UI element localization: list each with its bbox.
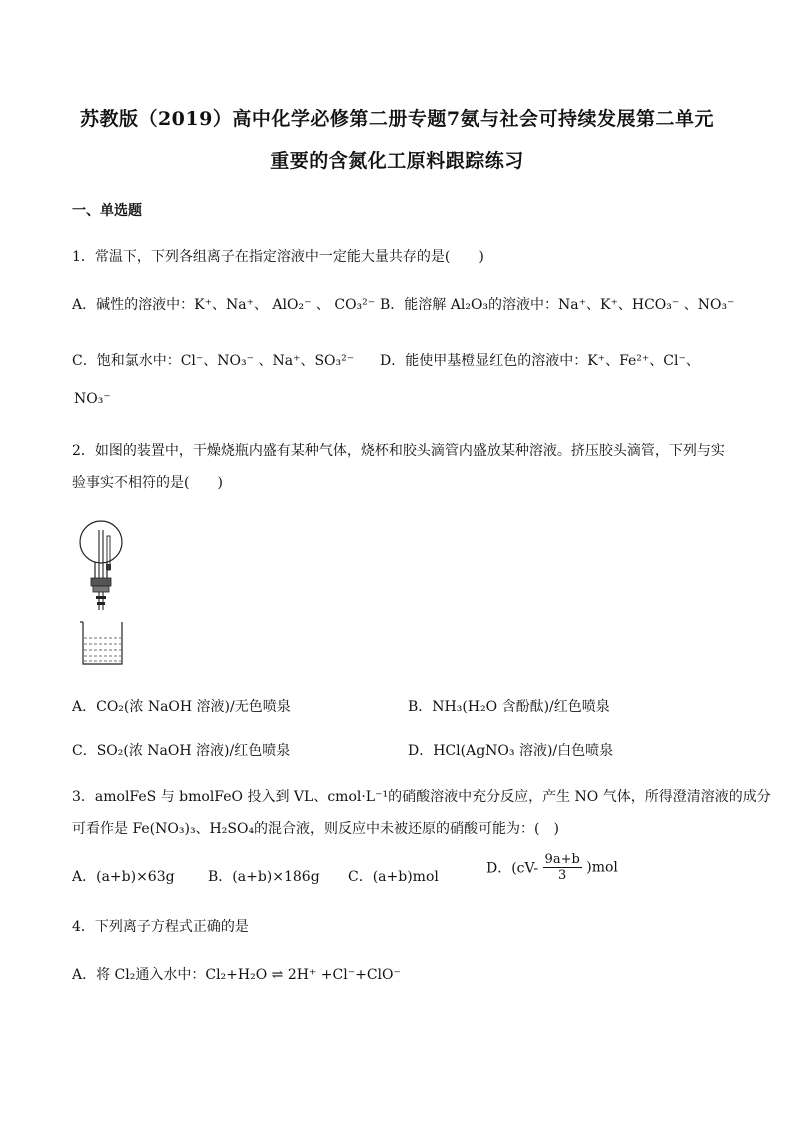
question-2-option-b: B．NH₃(H₂O 含酚酞)/红色喷泉 xyxy=(408,699,610,715)
question-3-option-c: C．(a+b)mol xyxy=(348,869,439,885)
question-3-option-a: A．(a+b)×63g xyxy=(72,869,175,885)
question-1-option-d: D．能使甲基橙显红色的溶液中：K⁺、Fe²⁺、Cl⁻、 xyxy=(380,353,700,369)
question-3-stem-line2: 可看作是 Fe(NO₃)₃、H₂SO₄的混合液，则反应中未被还原的硝酸可能为：( ) xyxy=(72,821,559,837)
question-2-option-a: A．CO₂(浓 NaOH 溶液)/无色喷泉 xyxy=(72,699,291,715)
question-2-option-d: D．HCl(AgNO₃ 溶液)/白色喷泉 xyxy=(408,743,614,759)
question-4-option-a: A．将 Cl₂通入水中：Cl₂+H₂O ⇌ 2H⁺ +Cl⁻+ClO⁻ xyxy=(72,967,401,983)
question-1-stem: 1．常温下，下列各组离子在指定溶液中一定能大量共存的是( ) xyxy=(72,249,484,265)
question-2-stem-line2: 验事实不相符的是( ) xyxy=(72,475,223,491)
option-d-prefix: D．(cV- xyxy=(486,860,539,877)
document-title-line2: 重要的含氮化工原料跟踪练习 xyxy=(270,150,524,172)
question-1-option-a: A．碱性的溶液中：K⁺、Na⁺、 AlO₂⁻ 、 CO₃²⁻ xyxy=(72,297,376,313)
question-2-option-c: C．SO₂(浓 NaOH 溶液)/红色喷泉 xyxy=(72,743,291,759)
document-title-line1: 苏教版（2019）高中化学必修第二册专题7氨与社会可持续发展第二单元 xyxy=(79,108,715,130)
question-3-option-b: B．(a+b)×186g xyxy=(208,869,320,885)
question-1-option-d-continued: NO₃⁻ xyxy=(74,391,111,407)
fountain-apparatus-figure xyxy=(74,518,134,670)
option-d-suffix: )mol xyxy=(586,859,618,876)
question-3-stem-line1: 3．amolFeS 与 bmolFeO 投入到 VL、cmol·L⁻¹的硝酸溶液中充分反应，产生 NO 气体，所得澄清溶液的成分 xyxy=(72,789,771,805)
question-4-stem: 4．下列离子方程式正确的是 xyxy=(72,919,249,935)
fraction-denominator: 3 xyxy=(558,868,567,883)
question-1-option-c: C．饱和氯水中：Cl⁻、NO₃⁻ 、Na⁺、SO₃²⁻ xyxy=(72,353,355,369)
question-2-stem-line1: 2．如图的装置中，干燥烧瓶内盛有某种气体，烧杯和胶头滴管内盛放某种溶液。挤压胶头滴管，下列与实 xyxy=(72,443,725,459)
question-1-option-b: B．能溶解 Al₂O₃的溶液中：Na⁺、K⁺、HCO₃⁻ 、NO₃⁻ xyxy=(380,297,735,313)
section-heading: 一、单选题 xyxy=(72,203,142,219)
option-d-fraction xyxy=(543,852,582,883)
question-3-option-d xyxy=(486,852,618,883)
fraction-numerator: 9a+b xyxy=(544,852,580,867)
